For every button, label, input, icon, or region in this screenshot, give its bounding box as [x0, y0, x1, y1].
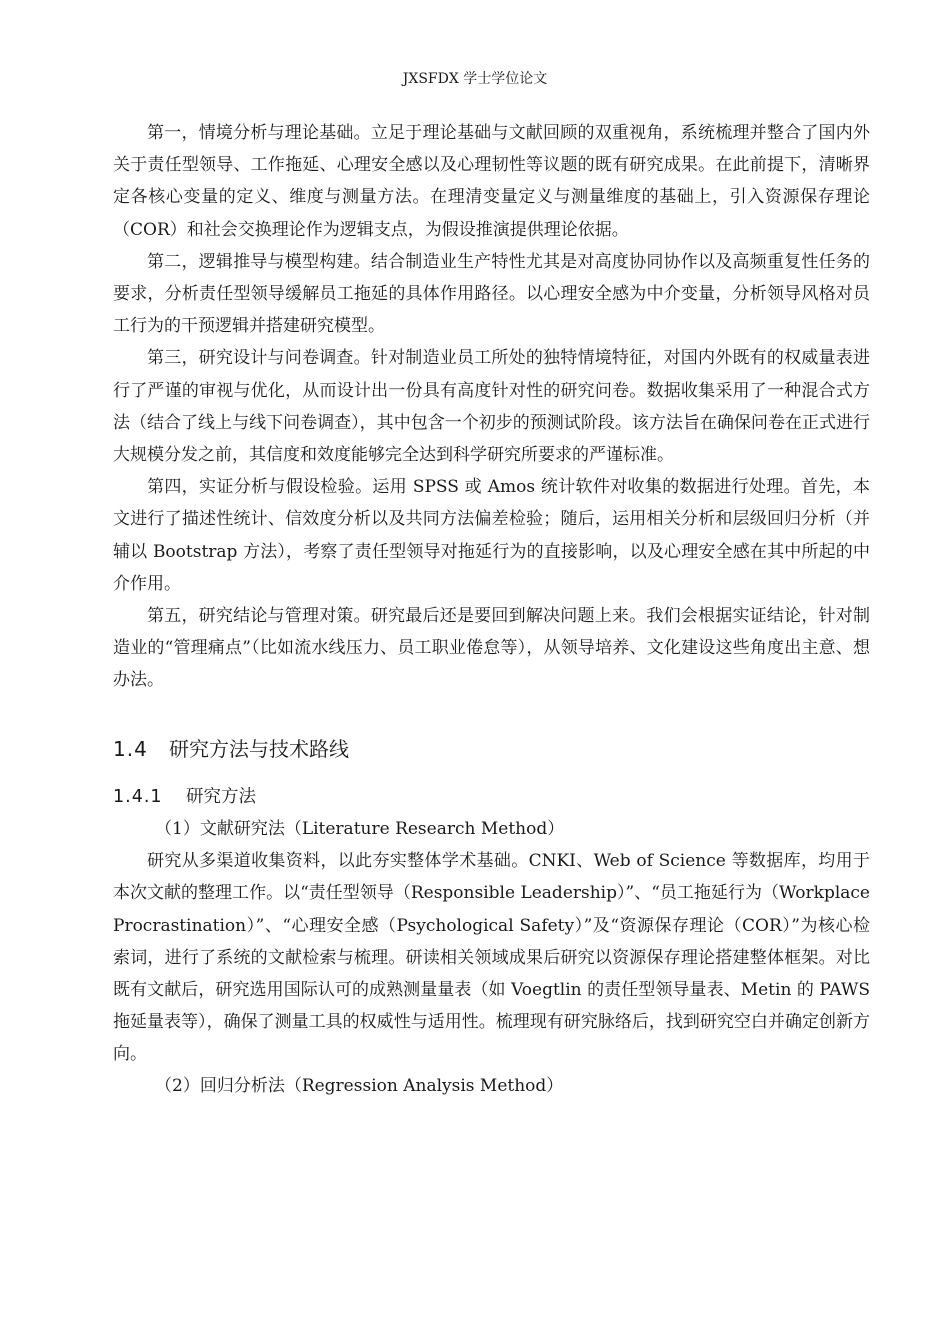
paragraph-conclusions: 第五，研究结论与管理对策。研究最后还是要回到解决问题上来。我们会根据实证结论，针对制造业的“管理痛点”（比如流水线压力、员工职业倦怠等），从领导培养、文化建设这些角度出主意、想办法。 [113, 606, 870, 691]
subsection-title: 研究方法 [186, 786, 256, 807]
method-label-regression: （2）回归分析法（Regression Analysis Method） [155, 1075, 564, 1096]
section-heading [113, 734, 870, 764]
subsection-heading [113, 782, 870, 812]
subsection-number: 1.4.1 [113, 786, 163, 807]
paragraph-literature-method: 研究从多渠道收集资料，以此夯实整体学术基础。CNKI、Web of Science 等数据库，均用于本次文献的整理工作。以“责任型领导（Responsible Leadership）”、“员工拖延行为（Workplace Procrastination）”、“心理安全感（Psychological Safety）”及“资源保存理论（COR）”为核心检索词，进行了系统的文献检索与梳理。研读相关领域成果后研究以资源保存理论搭建整体框架。对比既有文献后，研究选用国际认可的成熟测量量表（如 Voegtlin 的责任型领导量表、Metin 的 PAWS 拖延量表等），确保了测量工具的权威性与适用性。梳理现有研究脉络后，找到研究空白并确定创新方向。 [113, 851, 870, 1065]
section-number: 1.4 [113, 736, 148, 761]
section-title: 研究方法与技术路线 [169, 736, 349, 761]
paragraph-empirical-analysis: 第四，实证分析与假设检验。运用 SPSS 或 Amos 统计软件对收集的数据进行处理。首先，本文进行了描述性统计、信效度分析以及共同方法偏差检验；随后，运用相关分析和层级回归分析（并辅以 Bootstrap 方法），考察了责任型领导对拖延行为的直接影响，以及心理安全感在其中所起的中介作用。 [113, 477, 870, 594]
paragraph-context-analysis: 第一，情境分析与理论基础。立足于理论基础与文献回顾的双重视角，系统梳理并整合了国内外关于责任型领导、工作拖延、心理安全感以及心理韧性等议题的既有研究成果。在此前提下，清晰界定各核心变量的定义、维度与测量方法。在理清变量定义与测量维度的基础上，引入资源保存理论（COR）和社会交换理论作为逻辑支点，为假设推演提供理论依据。 [113, 123, 870, 240]
body-text [113, 117, 870, 1102]
running-header: JXSFDX 学士学位论文 [402, 71, 548, 87]
method-label-literature: （1）文献研究法（Literature Research Method） [155, 818, 565, 839]
paragraph-research-design: 第三，研究设计与问卷调查。针对制造业员工所处的独特情境特征，对国内外既有的权威量表进行了严谨的审视与优化，从而设计出一份具有高度针对性的研究问卷。数据收集采用了一种混合式方法（结合了线上与线下问卷调查），其中包含一个初步的预测试阶段。该方法旨在确保问卷在正式进行大规模分发之前，其信度和效度能够完全达到科学研究所要求的严谨标准。 [113, 348, 870, 466]
paragraph-model-construction: 第二，逻辑推导与模型构建。结合制造业生产特性尤其是对高度协同协作以及高频重复性任务的要求，分析责任型领导缓解员工拖延的具体作用路径。以心理安全感为中介变量，分析领导风格对员工行为的干预逻辑并搭建研究模型。 [113, 251, 870, 337]
